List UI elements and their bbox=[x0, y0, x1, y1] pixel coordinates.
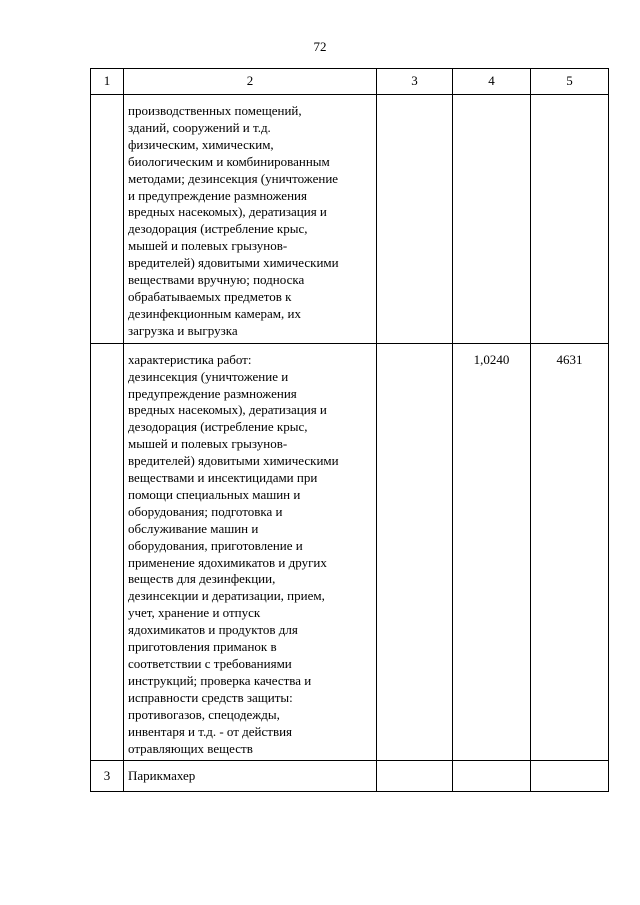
header-cell-5: 5 bbox=[531, 69, 609, 95]
row-col3-cell bbox=[377, 95, 453, 344]
row-coefficient-cell: 1,0240 bbox=[453, 343, 531, 761]
page-number: 72 bbox=[313, 39, 327, 54]
header-cell-4: 4 bbox=[453, 69, 531, 95]
table-header-row bbox=[91, 69, 609, 95]
table-row bbox=[91, 343, 609, 761]
rates-table bbox=[90, 68, 609, 792]
header-cell-3: 3 bbox=[377, 69, 453, 95]
header-cell-2: 2 bbox=[124, 69, 377, 95]
row-salary-cell bbox=[531, 95, 609, 344]
row-description-cell: Парикмахер bbox=[124, 761, 377, 792]
row-index-cell bbox=[91, 95, 124, 344]
row-description-cell: характеристика работ: дезинсекция (уничтожение и предупреждение размножения вредных насекомых), дератизация и дезодорация (истребление крыс, мышей и полевых грызунов- вредителей) ядовитыми химическими веществами и инсектицидами при помощи специальных машин и оборудования; подготовка и обслуживание машин и оборудования, приготовление и применение ядохимикатов и других веществ для дезинфекции, дезинсекции и дератизации, прием, учет, хранение и отпуск ядохимикатов и продуктов для приготовления приманок в соответствии с требованиями инструкций; проверка качества и исправности средств защиты: противогазов, спецодежды, инвентаря и т.д. - от действия отравляющих веществ bbox=[124, 343, 377, 761]
row-col3-cell bbox=[377, 343, 453, 761]
row-salary-cell bbox=[531, 761, 609, 792]
row-coefficient-cell bbox=[453, 761, 531, 792]
row-col3-cell bbox=[377, 761, 453, 792]
table-row bbox=[91, 761, 609, 792]
row-index-cell: 3 bbox=[91, 761, 124, 792]
row-index-cell bbox=[91, 343, 124, 761]
row-description-cell: производственных помещений, зданий, сооружений и т.д. физическим, химическим, биологическим и комбинированным методами; дезинсекция (уничтожение и предупреждение размножения вредных насекомых), дератизация и дезодорация (истребление крыс, мышей и полевых грызунов- вредителей) ядовитыми химическими веществами вручную; подноска обрабатываемых предметов к дезинфекционным камерам, их загрузка и выгрузка bbox=[124, 95, 377, 344]
table-row bbox=[91, 95, 609, 344]
row-coefficient-cell bbox=[453, 95, 531, 344]
row-salary-cell: 4631 bbox=[531, 343, 609, 761]
header-cell-1: 1 bbox=[91, 69, 124, 95]
